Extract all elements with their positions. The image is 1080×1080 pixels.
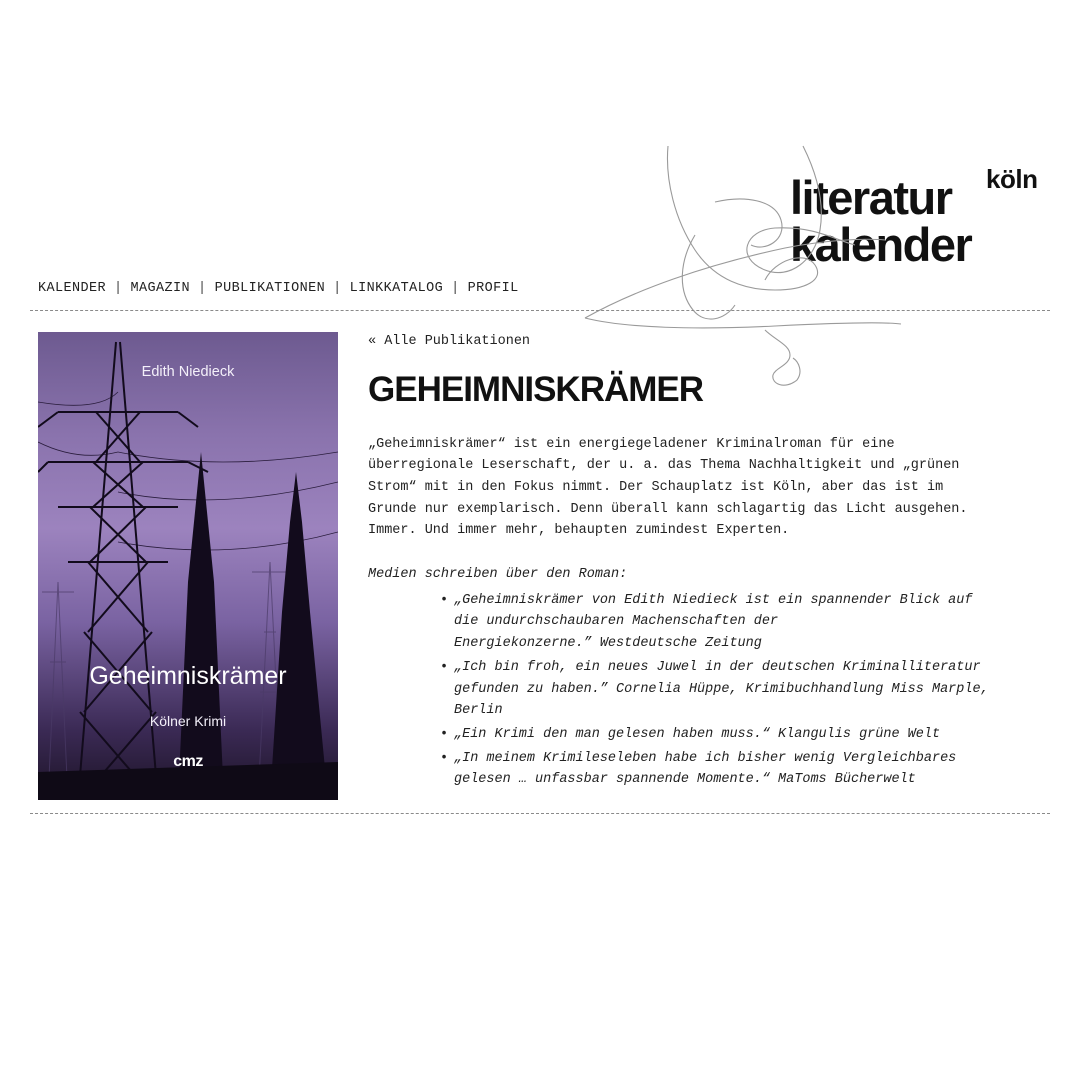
page-title: GEHEIMNISKRÄMER [368, 370, 704, 409]
nav-item-kalender[interactable]: KALENDER [38, 281, 107, 296]
nav-separator: | [333, 281, 342, 296]
nav-separator: | [114, 281, 123, 296]
logo-word-koeln: köln [986, 164, 1038, 194]
nav-item-magazin[interactable]: MAGAZIN [130, 281, 191, 296]
book-cover-image [38, 332, 338, 800]
press-quotes-list [368, 590, 1038, 791]
logo-word-kalender: kalender [790, 218, 972, 271]
logo-word-literatur: literatur [790, 171, 952, 224]
media-intro: Medien schreiben über den Roman: [368, 567, 628, 583]
cover-author: Edith Niedieck [141, 364, 235, 380]
back-to-publications-link[interactable]: « Alle Publikationen [368, 334, 531, 349]
main-navigation [38, 281, 519, 296]
nav-item-linkkatalog[interactable]: LINKKATALOG [349, 281, 444, 296]
press-quote: • „Ein Krimi den man gelesen haben muss.“ Klangulis grüne Welt [454, 724, 1038, 746]
nav-separator: | [451, 281, 460, 296]
press-quote: • „In meinem Krimileseleben habe ich bisher wenig Vergleichbares gelesen … unfassbar spannende Momente.“ MaToms Bücherwelt [454, 748, 1038, 791]
cover-publisher-logo: cmz [173, 753, 203, 770]
press-quote: • „Geheimniskrämer von Edith Niedieck ist ein spannender Blick auf die undurchschaubaren Machenschaften der Energiekonzerne.” Westdeutsche Zeitung [454, 590, 1038, 655]
nav-divider [30, 310, 1050, 311]
publication-content [368, 334, 1038, 793]
cover-illustration [38, 332, 338, 800]
press-quote: • „Ich bin froh, ein neues Juwel in der deutschen Kriminalliteratur gefunden zu haben.” Cornelia Hüppe, Krimibuchhandlung Miss Marple, Berlin [454, 657, 1038, 722]
book-description: „Geheimniskrämer“ ist ein energiegeladener Kriminalroman für eine überregionale Leserschaft, der u. a. das Thema Nachhaltigkeit und „grünen Strom“ mit in den Fokus nimmt. Der Schauplatz ist Köln, aber das ist im Grunde nur exemplarisch. Denn überall kann schlagartig das Licht ausgehen. Immer. Und immer mehr, behaupten zumindest Experten. [368, 436, 968, 539]
cover-subtitle: Kölner Krimi [149, 713, 227, 729]
nav-item-publikationen[interactable]: PUBLIKATIONEN [214, 281, 326, 296]
content-divider [30, 813, 1050, 814]
cover-title: Geheimniskrämer [89, 662, 287, 690]
nav-item-profil[interactable]: PROFIL [467, 281, 519, 296]
nav-separator: | [198, 281, 207, 296]
